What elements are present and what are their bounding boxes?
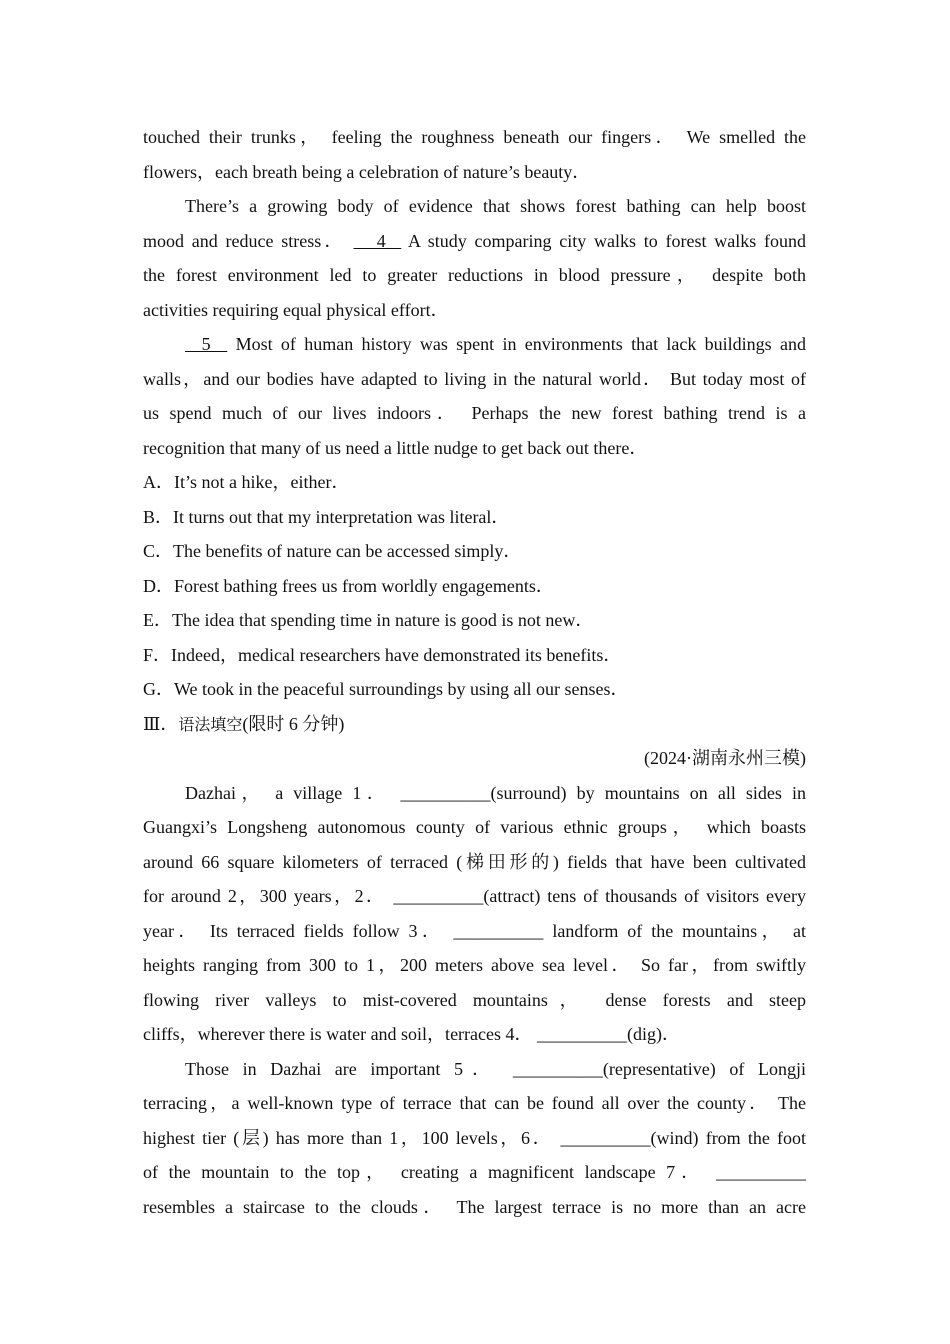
option-item: E．The idea that spending time in nature is good is not new．: [143, 610, 594, 630]
text-line: flowers，each breath being a celebration of nature’s beauty．: [143, 161, 591, 182]
option-item: B．It turns out that my interpretation was literal．: [143, 506, 510, 527]
paragraph: [143, 327, 806, 465]
section-heading: [143, 707, 806, 742]
text-line: recognition that many of us need a little nudge to get back out there．: [143, 437, 648, 458]
text-line: Dazhai， a village 1． __________(surround) by mountains on all sides in: [185, 782, 806, 803]
text-line: touched their trunks， feeling the roughness beneath our fingers． We smelled the: [143, 127, 806, 147]
answer-blank: 5: [185, 334, 228, 354]
text-line: us spend much of our lives indoors． Perhaps the new forest bathing trend is a: [143, 403, 806, 423]
option-item: F．Indeed，medical researchers have demonstrated its benefits．: [143, 644, 622, 665]
line-text: Most of human history was spent in environments that lack buildings and: [227, 334, 806, 354]
paragraph: [143, 120, 806, 189]
option-item: G．We took in the peaceful surroundings by using all our senses．: [143, 679, 629, 699]
text-line: activities requiring equal physical effort．: [143, 299, 449, 320]
text-line: the forest environment led to greater reductions in blood pressure， despite both: [143, 265, 806, 285]
passage-paragraph: [143, 1052, 806, 1225]
text-line: heights ranging from 300 to 1，200 meters above sea level． So far，from swiftly: [143, 955, 806, 975]
text-line: Guangxi’s Longsheng autonomous county of various ethnic groups， which boasts: [143, 817, 806, 837]
text-line: flowing river valleys to mist-covered mountains， dense forests and steep: [143, 989, 806, 1010]
text-line: walls，and our bodies have adapted to living in the natural world． But today most of: [143, 368, 806, 389]
option-item: C．The benefits of nature can be accessed simply．: [143, 541, 522, 561]
text-line: year． Its terraced fields follow 3． __________ landform of the mountains， at: [143, 920, 806, 941]
document-content: [143, 120, 806, 1224]
text-line: of the mountain to the top， creating a magnificent landscape 7． __________: [143, 1162, 806, 1182]
answer-blank: 4: [353, 230, 402, 251]
text-line: resembles a staircase to the clouds． The largest terrace is no more than an acre: [143, 1196, 806, 1217]
section-number: Ⅲ．: [143, 713, 179, 734]
line-text: A study comparing city walks to forest walks found: [401, 230, 807, 251]
text-line: There’s a growing body of evidence that shows forest bathing can help boost: [185, 196, 806, 216]
answer-options: [143, 465, 806, 707]
text-line: [143, 224, 806, 259]
text-line: for around 2，300 years，2． __________(attract) tens of thousands of visitors every: [143, 886, 806, 906]
option-item: D．Forest bathing frees us from worldly engagements．: [143, 575, 554, 596]
text-line: highest tier (层) has more than 1，100 levels，6． __________(wind) from the foot: [143, 1127, 806, 1148]
text-line: cliffs，wherever there is water and soil，terraces 4． __________(dig)．: [143, 1024, 681, 1044]
line-text: mood and reduce stress．: [143, 230, 354, 251]
source-citation: (2024·湖南永州三模): [644, 748, 806, 768]
paragraph: [143, 189, 806, 327]
section-note: (限时 6 分钟): [242, 713, 345, 734]
option-item: A．It’s not a hike，either．: [143, 472, 350, 492]
text-line: terracing，a well-known type of terrace that can be found all over the county． The: [143, 1093, 806, 1113]
text-line: [143, 327, 806, 362]
section-title: 语法填空: [178, 714, 243, 734]
passage-paragraph: [143, 776, 806, 1052]
text-line: Those in Dazhai are important 5． __________(representative) of Longji: [185, 1058, 806, 1079]
text-line: around 66 square kilometers of terraced (梯田形的) fields that have been cultivated: [143, 851, 806, 872]
